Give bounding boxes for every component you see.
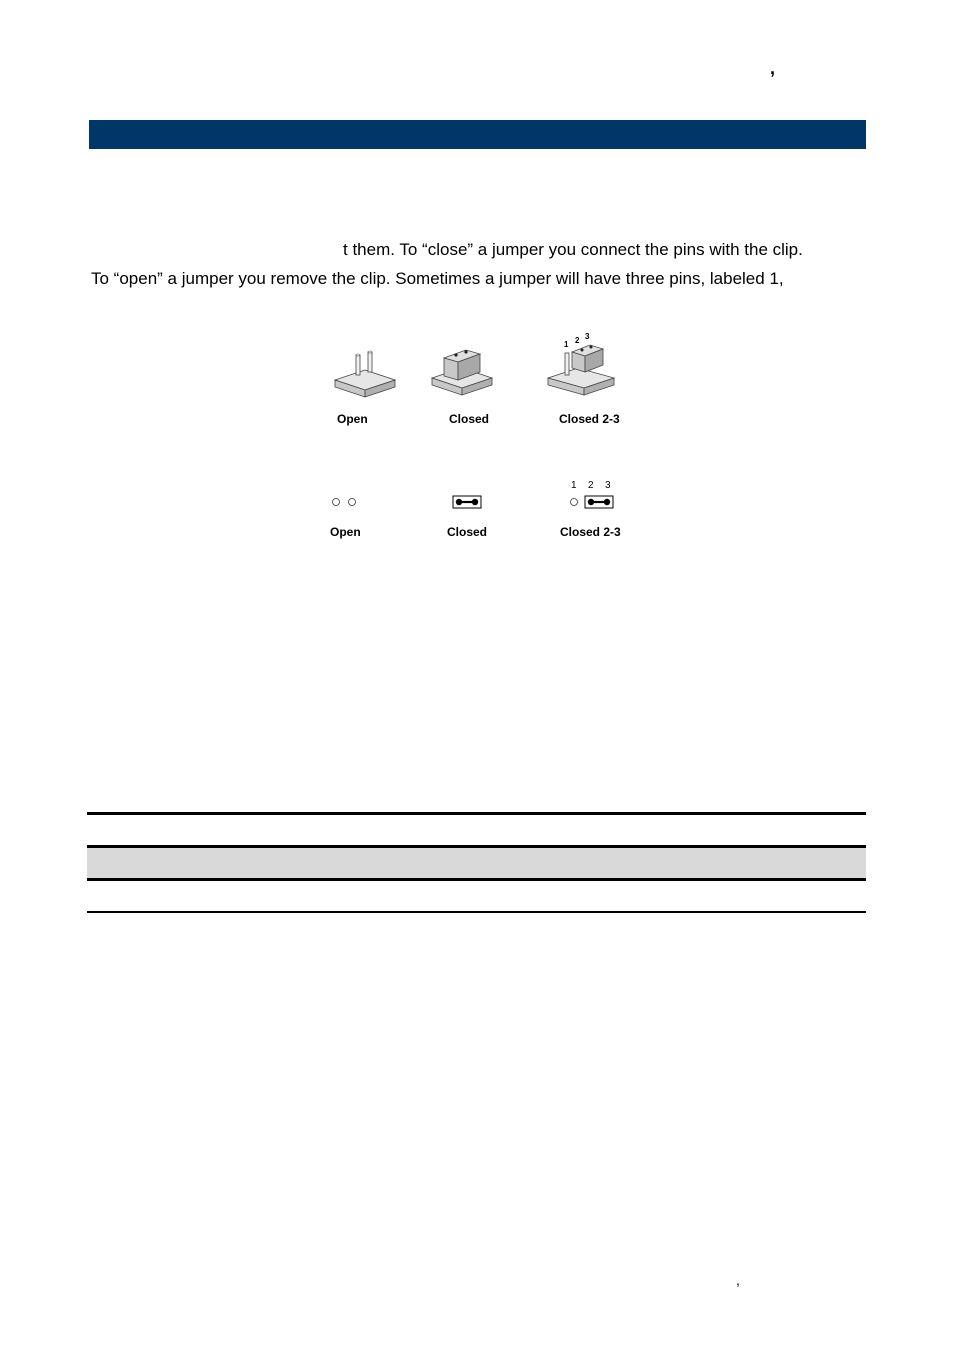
jumper-open-3d-icon <box>335 351 395 397</box>
label-open-3d: Open <box>337 412 368 426</box>
pin-number-1-3d: 1 <box>564 340 569 349</box>
jumper-closed-2-3-3d-icon <box>548 345 614 395</box>
jumper-closed-3d-icon <box>432 350 492 395</box>
label-open-schematic: Open <box>330 525 361 539</box>
label-closed-2-3-schematic: Closed 2-3 <box>560 525 621 539</box>
table-top-rule <box>87 812 866 815</box>
table-header-bottom-rule <box>87 878 866 881</box>
jumper-3d-figure <box>320 325 640 410</box>
jumper-closed-2-3-schematic-icon <box>571 496 614 508</box>
jumper-open-schematic-icon <box>333 499 356 506</box>
table-bottom-rule <box>87 911 866 913</box>
label-closed-2-3-3d: Closed 2-3 <box>559 412 620 426</box>
pin-number-2-3d: 2 <box>575 336 580 345</box>
body-text-line-2: To “open” a jumper you remove the clip. Sometimes a jumper will have three pins, labeled 1, <box>91 269 784 288</box>
header-mark: , <box>770 58 776 78</box>
label-closed-schematic: Closed <box>447 525 488 539</box>
section-title-bar <box>89 120 866 149</box>
jumper-closed-schematic-icon <box>453 496 481 508</box>
table-header-row <box>87 848 866 878</box>
pin-number-3-3d: 3 <box>585 332 590 341</box>
jumper-schematic-figure <box>325 492 625 512</box>
footer-mark: , <box>736 1272 740 1288</box>
pin-number-1: 1 <box>571 480 577 491</box>
pin-number-3: 3 <box>605 480 611 491</box>
label-closed-3d: Closed <box>449 412 490 426</box>
body-text-line-1: t them. To “close” a jumper you connect the pins with the clip. <box>343 240 803 259</box>
pin-number-2: 2 <box>588 480 594 491</box>
